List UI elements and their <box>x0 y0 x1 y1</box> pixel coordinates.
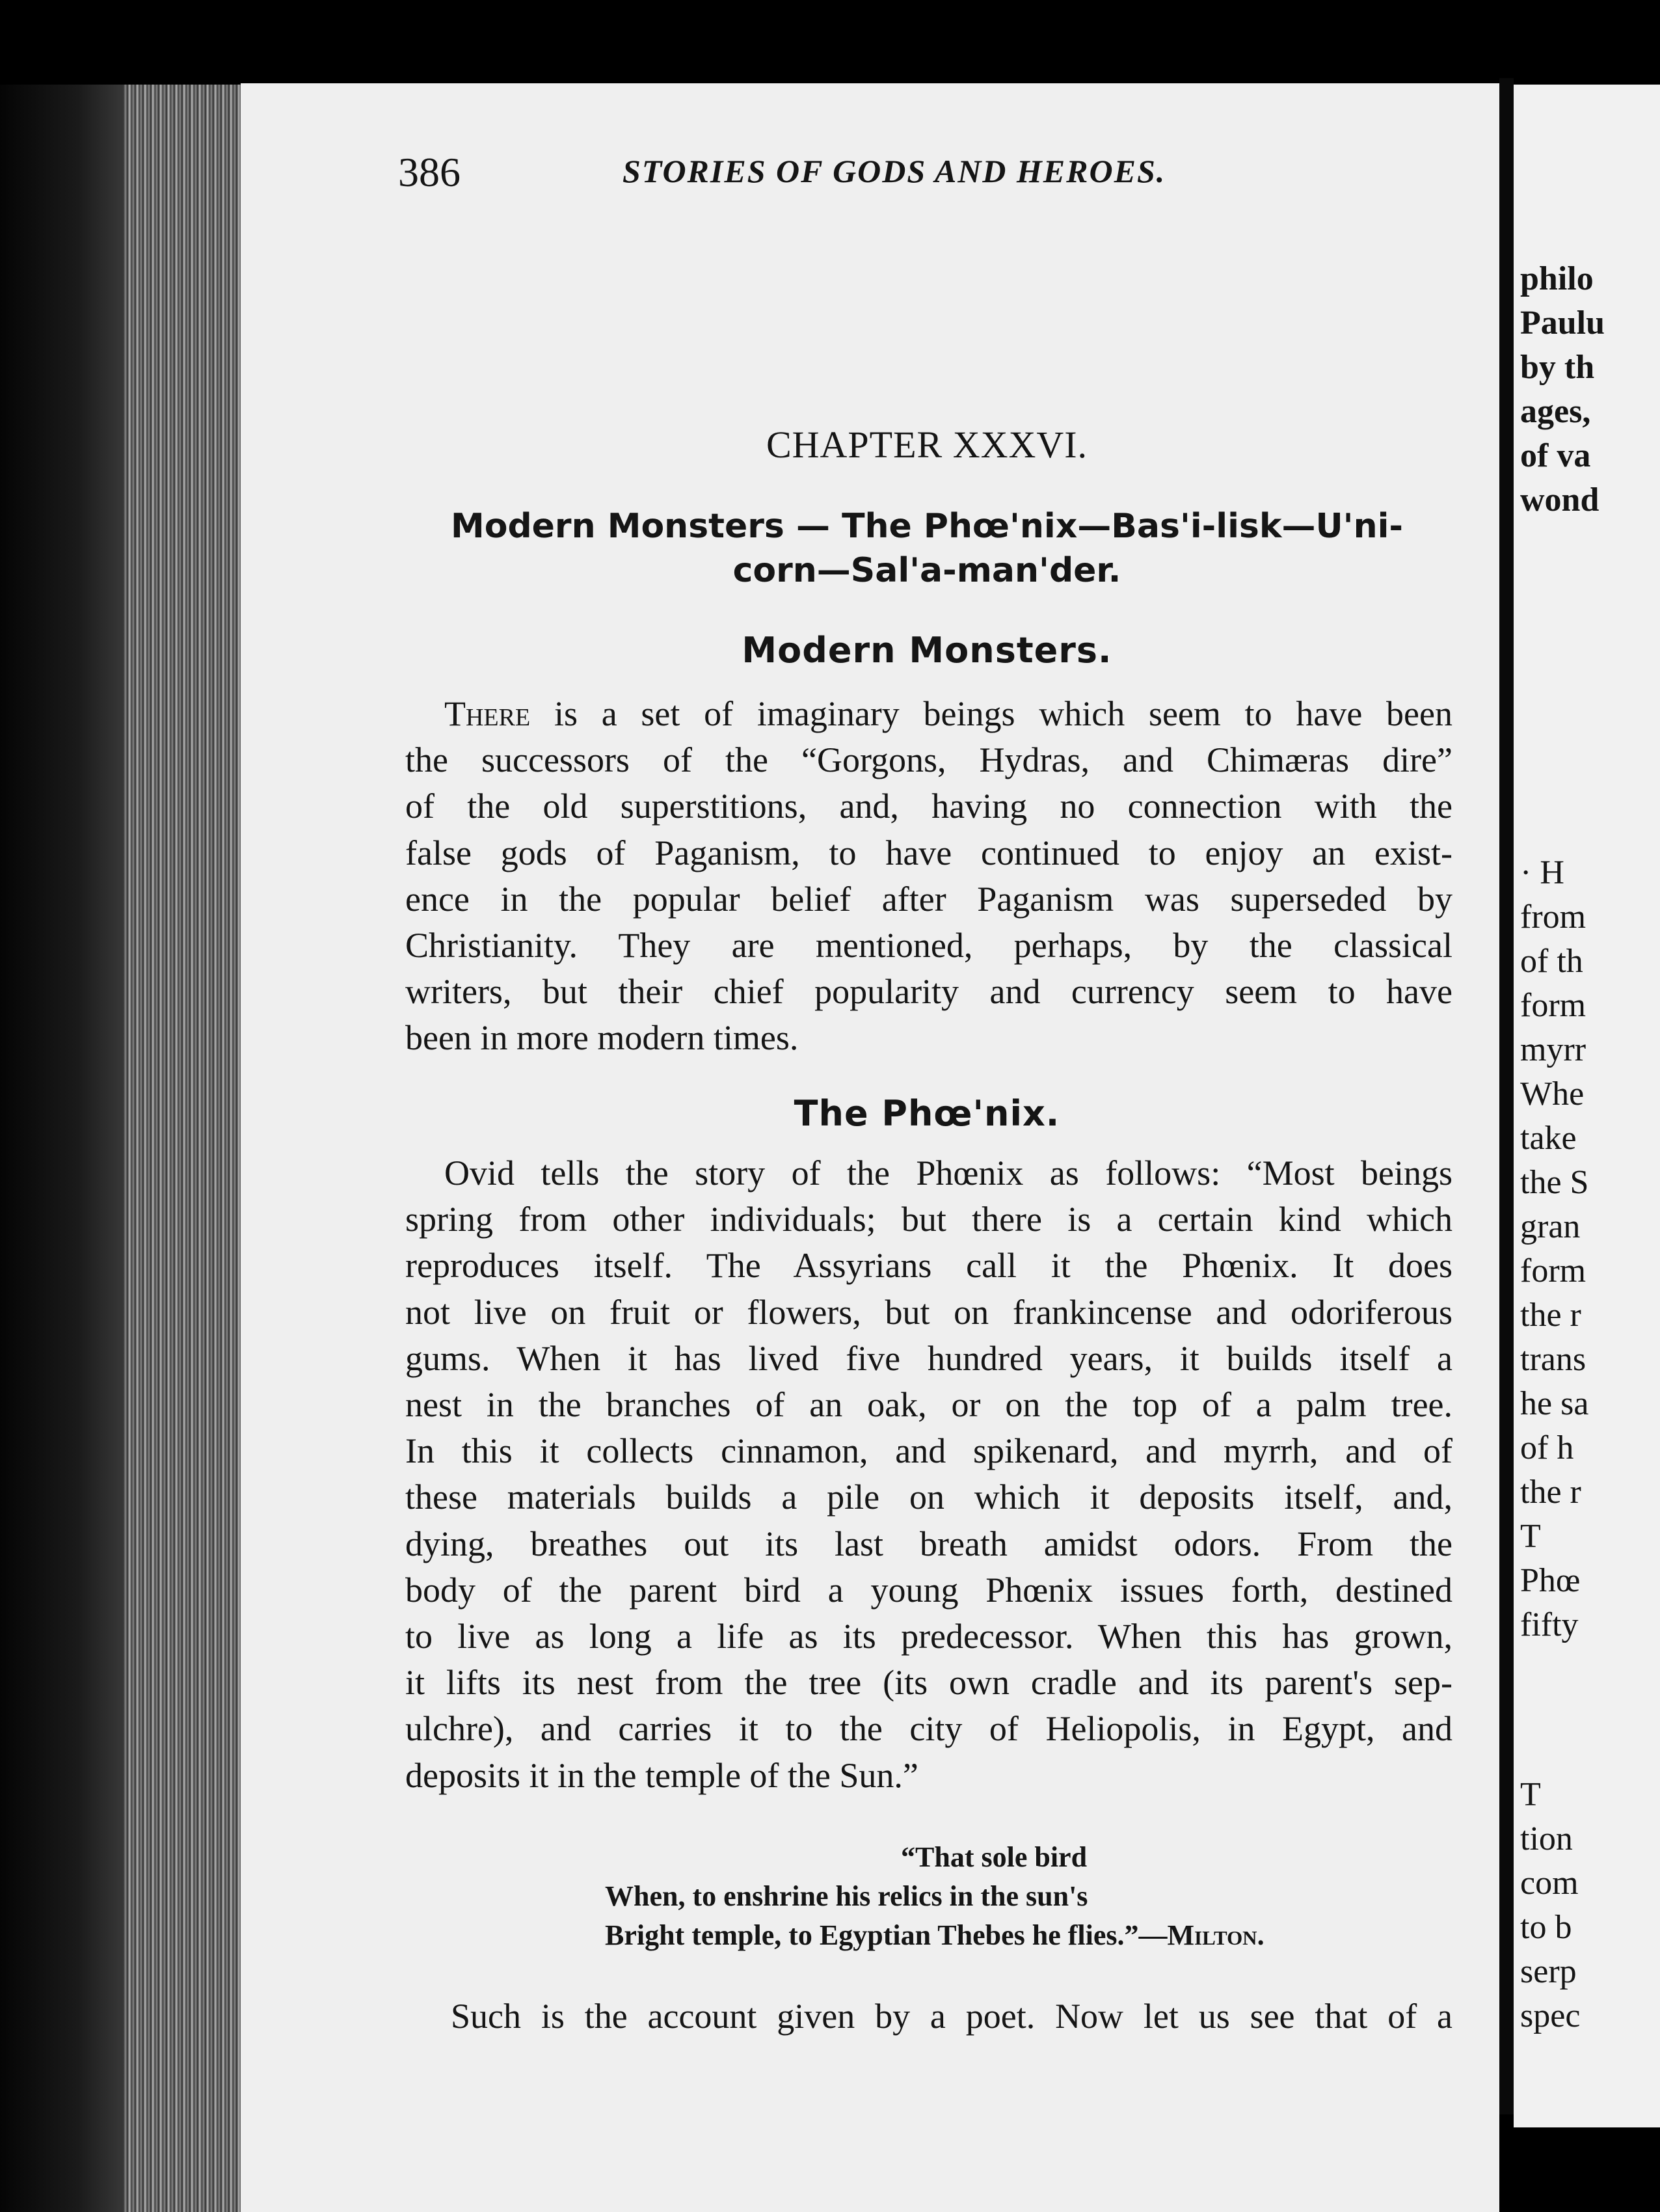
verse-author: Milton. <box>1167 1919 1265 1951</box>
chapter-subtitle <box>403 504 1451 593</box>
right-line: wond <box>1520 481 1600 519</box>
right-line: gran <box>1520 1208 1581 1245</box>
right-line: T <box>1520 1518 1541 1555</box>
book-spine <box>0 85 130 2212</box>
text-line: it lifts its nest from the tree (its own cradle and its parent's sep- <box>405 1663 1452 1703</box>
text-line: not live on fruit or flowers, but on frankincense and odoriferous <box>405 1292 1452 1332</box>
closing-paragraph <box>451 1993 1452 2040</box>
right-line: by th <box>1520 349 1595 386</box>
section-heading-phoenix: The Phœ'nix. <box>794 1093 1060 1134</box>
right-line: of h <box>1520 1429 1574 1466</box>
right-line: Phœ <box>1520 1562 1581 1599</box>
right-line: · H <box>1520 854 1564 891</box>
text-line: writers, but their chief popularity and currency seem to have <box>405 972 1452 1012</box>
right-line: the r <box>1520 1474 1581 1511</box>
text-line: dying, breathes out its last breath amidst odors. From the <box>405 1524 1452 1563</box>
right-line: fifty <box>1520 1606 1579 1643</box>
text-line: There is a set of imaginary beings which seem to have been <box>444 694 1452 733</box>
text-line: reproduces itself. The Assyrians call it the Phœnix. It does <box>405 1246 1452 1286</box>
running-title: STORIES OF GODS AND HEROES. <box>622 153 1166 189</box>
verse-quotation <box>605 1838 1451 1955</box>
right-line: of va <box>1520 437 1591 474</box>
right-line: tion <box>1520 1820 1573 1857</box>
text-line: to live as long a life as its predecessor. When this has grown, <box>405 1617 1452 1656</box>
text-line: false gods of Paganism, to have continued to enjoy an exist- <box>405 833 1452 872</box>
right-line: to b <box>1520 1909 1572 1946</box>
text-line: nest in the branches of an oak, or on the top of a palm tree. <box>405 1385 1452 1425</box>
right-line: com <box>1520 1865 1579 1902</box>
section-heading-modern-monsters: Modern Monsters. <box>742 630 1112 671</box>
text-line: gums. When it has lived five hundred years, it builds itself a <box>405 1338 1452 1378</box>
right-page-shadow <box>1514 2127 1660 2212</box>
paragraph-phoenix <box>405 1150 1452 1799</box>
right-line: myrr <box>1520 1031 1586 1068</box>
right-page-text-block <box>1520 1773 1580 2038</box>
right-line: the S <box>1520 1164 1589 1201</box>
right-page-text-block <box>1520 851 1588 1647</box>
first-word: There <box>444 694 531 733</box>
right-page-text-block <box>1520 257 1605 522</box>
text-line: Such is the account given by a poet. Now let us see that of a <box>451 1997 1452 2036</box>
text-line: of the old superstitions, and, having no connection with the <box>405 787 1452 826</box>
right-line: philo <box>1520 260 1594 297</box>
text-line: Christianity. They are mentioned, perhaps, by the classical <box>405 926 1452 965</box>
right-line: from <box>1520 898 1586 936</box>
text-line: body of the parent bird a young Phœnix issues forth, destined <box>405 1570 1452 1610</box>
page-number: 386 <box>398 149 461 195</box>
right-line: form <box>1520 987 1586 1024</box>
right-line: spec <box>1520 1997 1581 2034</box>
chapter-subtitle-line: Modern Monsters — The Phœ'nix—Bas'i-lisk—U'ni- <box>450 507 1404 546</box>
right-line: ages, <box>1520 393 1591 430</box>
verse-line: “That sole bird <box>901 1841 1088 1873</box>
right-line: Paulu <box>1520 304 1605 342</box>
right-line: he sa <box>1520 1385 1589 1422</box>
text-line: these materials builds a pile on which it deposits itself, and, <box>405 1477 1452 1517</box>
text-line: deposits it in the temple of the Sun.” <box>405 1755 918 1795</box>
text-line: Ovid tells the story of the Phœnix as follows: “Most beings <box>444 1153 1452 1193</box>
paragraph-modern-monsters <box>405 691 1452 1062</box>
right-line: form <box>1520 1252 1586 1289</box>
right-line: the r <box>1520 1297 1581 1334</box>
text-line: been in more modern times. <box>405 1018 799 1058</box>
chapter-heading: CHAPTER XXXVI. <box>766 424 1088 466</box>
right-line: take <box>1520 1120 1577 1157</box>
right-line: of th <box>1520 943 1583 980</box>
running-head <box>398 148 1237 200</box>
text-line: In this it collects cinnamon, and spikenard, and myrrh, and of <box>405 1431 1452 1471</box>
text-line: spring from other individuals; but there is a certain kind which <box>405 1200 1452 1239</box>
right-line: serp <box>1520 1953 1577 1990</box>
text-line: ulchre), and carries it to the city of Heliopolis, in Egypt, and <box>405 1709 1452 1749</box>
page-gutter <box>1499 78 1514 2114</box>
page-edges <box>124 85 247 2212</box>
right-line: trans <box>1520 1341 1586 1378</box>
chapter-subtitle-line: corn—Sal'a-man'der. <box>732 551 1121 590</box>
text-line: the successors of the “Gorgons, Hydras, and Chimæras dire” <box>405 740 1452 780</box>
verse-line: Bright temple, to Egyptian Thebes he flies.”—Milton. <box>605 1919 1265 1951</box>
verse-line: When, to enshrine his relics in the sun's <box>605 1880 1088 1912</box>
right-line: T <box>1520 1776 1541 1813</box>
text-line: ence in the popular belief after Paganism was superseded by <box>405 879 1452 919</box>
right-line: Whe <box>1520 1075 1585 1113</box>
